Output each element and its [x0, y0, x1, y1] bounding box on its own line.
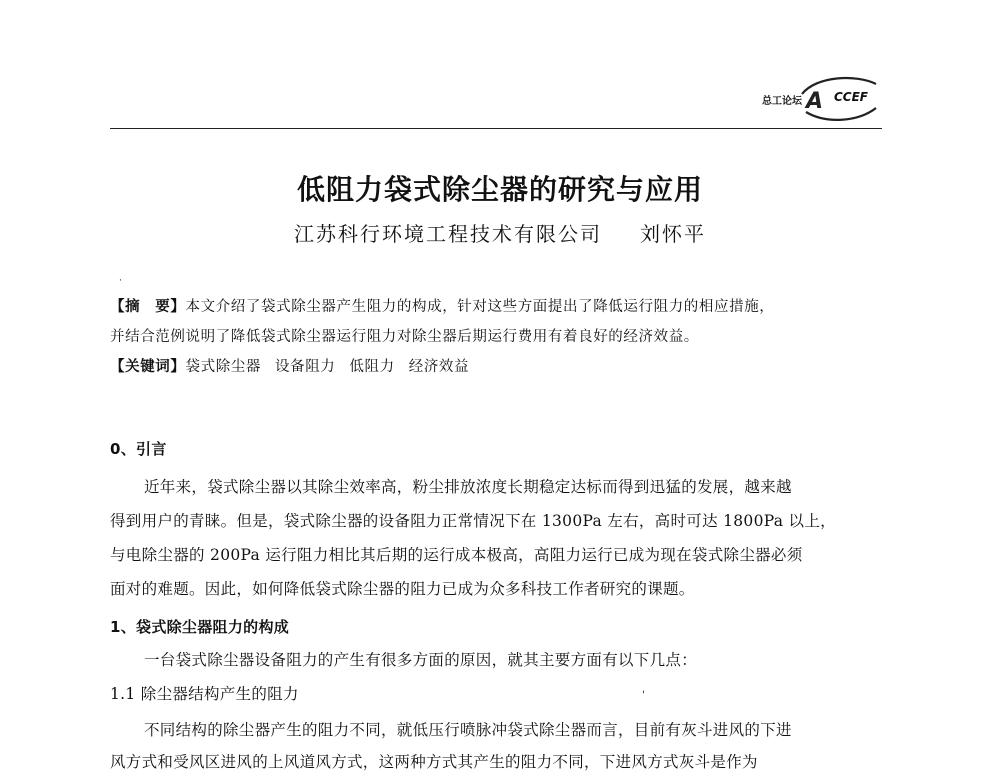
subsection-1-1-line-1: 不同结构的除尘器产生的阻力不同，就低压行喷脉冲袋式除尘器而言，目前有灰斗进风的下进	[144, 721, 792, 739]
abstract-text-1: 本文介绍了袋式除尘器产生阻力的构成，针对这些方面提出了降低运行阻力的相应措施，	[185, 299, 775, 315]
byline	[0, 218, 1000, 247]
abstract-line-2: 并结合范例说明了降低袋式除尘器运行阻力对除尘器后期运行费用有着良好的经济效益。	[110, 329, 699, 345]
paragraph-line: 近年来，袋式除尘器以其除尘效率高，粉尘排放浓度长期稳定达标而得到迅猛的发展，越来越	[144, 478, 792, 496]
abstract-block	[110, 292, 890, 382]
section-0-paragraph	[110, 470, 890, 606]
paragraph-line: 面对的难题。因此，如何降低袋式除尘器的阻力已成为众多科技工作者研究的课题。	[110, 580, 695, 598]
keywords-line	[110, 352, 890, 382]
subsection-1-1-line-2: 风方式和受风区进风的上风道风方式，这两种方式其产生的阻力不同，下进风方式灰斗是作为	[110, 753, 758, 771]
keyword: 经济效益	[408, 359, 470, 375]
keyword: 袋式除尘器	[185, 359, 261, 375]
logo-letter-a: A	[806, 89, 824, 114]
paper-title: 低阻力袋式除尘器的研究与应用	[296, 173, 703, 206]
keyword: 设备阻力	[275, 359, 336, 375]
subsection-1-1-heading: 1.1 除尘器结构产生的阻力	[110, 685, 299, 703]
logo-chinese-text: 总工论坛	[762, 96, 802, 107]
stray-mark: ·	[119, 276, 122, 286]
section-0-heading: 0、引言	[110, 440, 167, 458]
keywords-tag: 【关键词】	[110, 358, 186, 375]
stray-dot: '	[642, 690, 645, 701]
section-1-intro: 一台袋式除尘器设备阻力的产生有很多方面的原因，就其主要方面有以下几点：	[144, 651, 698, 669]
author: 刘怀平	[640, 222, 706, 246]
organization: 江苏科行环境工程技术有限公司	[294, 222, 602, 246]
logo-english-text: CCEF	[834, 90, 869, 104]
abstract-line-1	[110, 292, 890, 322]
ccef-logo	[762, 72, 882, 126]
section-1-heading: 1、袋式除尘器阻力的构成	[110, 618, 290, 636]
paragraph-line: 与电除尘器的 200Pa 运行阻力相比其后期的运行成本极高，高阻力运行已成为现在袋式除尘器必须	[110, 546, 803, 564]
abstract-tag: 【摘 要】	[110, 298, 186, 315]
paragraph-line: 得到用户的青睐。但是，袋式除尘器的设备阻力正常情况下在 1300Pa 左右，高时可达 1800Pa 以上，	[110, 512, 836, 530]
keyword: 低阻力	[349, 359, 395, 375]
header-rule	[110, 128, 882, 129]
